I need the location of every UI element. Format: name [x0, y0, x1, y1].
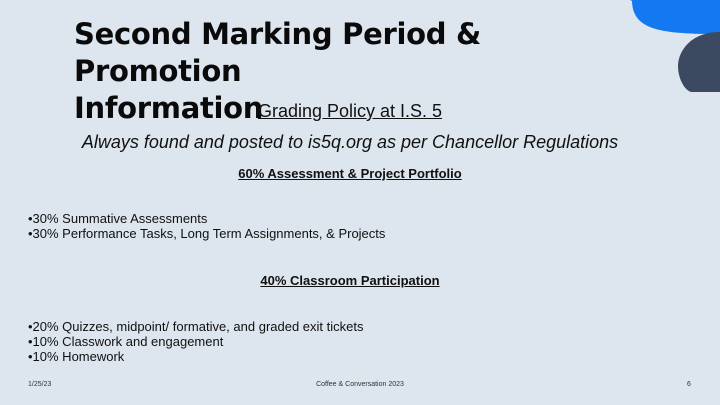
footer-date: 1/25/23	[28, 381, 52, 388]
list-item: •30% Summative Assessments	[28, 211, 208, 226]
participation-list	[28, 319, 364, 364]
grading-policy-subtitle: Grading Policy at I.S. 5	[257, 101, 443, 121]
list-item: •30% Performance Tasks, Long Term Assignments, & Projects	[28, 226, 386, 241]
section-heading-participation: 40% Classroom Participation	[260, 273, 440, 288]
list-item: •20% Quizzes, midpoint/ formative, and graded exit tickets	[28, 319, 364, 334]
list-item: •10% Classwork and engagement	[28, 334, 224, 349]
list-item: •10% Homework	[28, 349, 125, 364]
section-heading-assessment: 60% Assessment & Project Portfolio	[238, 166, 462, 181]
regulation-note: Always found and posted to is5q.org as per Chancellor Regulations	[81, 132, 619, 152]
slide-number: 6	[687, 381, 691, 388]
title-line-1: Second Marking Period & Promotion	[74, 17, 481, 88]
assessment-list	[28, 211, 385, 241]
footer-title: Coffee & Conversation 2023	[316, 381, 404, 388]
title-line-2: Information	[74, 91, 264, 125]
slate-half-circle-shape	[678, 32, 720, 92]
